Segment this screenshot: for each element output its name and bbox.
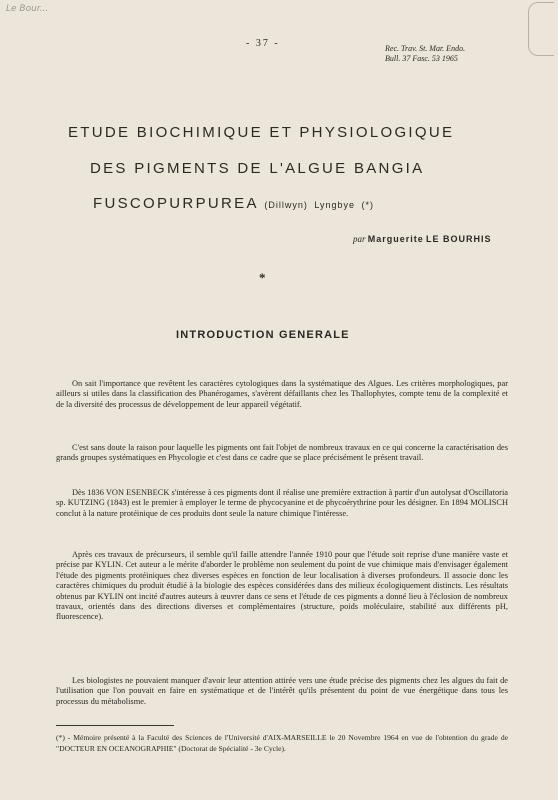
footnote: (*) - Mémoire présenté à la Faculté des Sciences de l'Université d'AIX-MARSEILLE le 20 Novembre 1964 en vue de l'obtention du grade de "DOCTEUR EN OCEANOGRAPHIE" (Doctorat de Spécialité - 3e Cycle). (56, 733, 508, 753)
author-first-name: Marguerite (367, 234, 424, 244)
journal-reference-line1: Rec. Trav. St. Mar. Endo. (385, 44, 466, 53)
title-line-3 (93, 195, 374, 212)
author-last-name: LE BOURHIS (426, 234, 492, 244)
title-line-2: DES PIGMENTS DE L'ALGUE BANGIA (90, 160, 425, 177)
pencil-annotation: Le Bour... (6, 4, 49, 14)
footnote-divider (56, 725, 174, 726)
author-prefix: par (353, 234, 366, 244)
species-authority: (Dillwyn) (264, 200, 308, 210)
paragraph-2: C'est sans doute la raison pour laquelle les pigments ont fait l'objet de nombreux travaux en ce qui concerne la caractérisation des grands groupes systématiques en Phycologie et c'est dans ce cadre que se place précisément le présent travail. (56, 443, 508, 463)
paragraph-5: Les biologistes ne pouvaient manquer d'avoir leur attention attirée vers une étude précise des pigments chez les algues du fait de l'utilisation que l'on pouvait en faire en systématique et de l'intérêt qu'ils présentent du point de vue énergétique dans tous les processus du métabolisme. (56, 676, 508, 706)
library-stamp (528, 2, 554, 56)
page-number: - 37 - (246, 38, 280, 49)
section-heading: INTRODUCTION GENERALE (176, 329, 350, 341)
species-authority-tail: Lyngbye (314, 200, 356, 210)
section-separator: * (259, 270, 266, 285)
footnote-marker: (*) (361, 200, 375, 210)
journal-reference (385, 44, 525, 64)
paragraph-3: Dès 1836 VON ESENBECK s'intéresse à ces pigments dont il réalise une première extraction à partir d'un autolysat d'Oscillatoria sp. KUTZING (1843) est le premier à employer le terme de phycocyanine et de phycoérythrine pour les désigner. En 1894 MOLISCH conclut à la nature protéinique de ces produits dont seule la nature chimique l'intéresse. (56, 488, 508, 518)
author-line (353, 234, 492, 244)
paragraph-1: On sait l'importance que revêtent les caractères cytologiques dans la systématique des Algues. Les critères morphologiques, par ailleurs si utiles dans la classification des Phanérogames, s'avèrent défaillants chez les Thallophytes, compte tenu de la complexité et de la diversité des processus de développement de leur appareil végétatif. (56, 379, 508, 409)
species-name: FUSCOPURPUREA (93, 195, 258, 212)
title-line-1: ETUDE BIOCHIMIQUE ET PHYSIOLOGIQUE (68, 124, 455, 141)
paragraph-4: Après ces travaux de précurseurs, il semble qu'il faille attendre l'année 1910 pour que l'étude soit reprise d'une manière vaste et précise par KYLIN. Cet auteur a le mérite d'aborder le problème non seulement du point de vue chimique mais d'envisager également l'étude des pigments protéiniques chez diverses espèces en fonction de leur localisation à diverses profondeurs. Il associe donc les caractères chimiques du produit étudié à la biologie des espèces considérées dans des milieux écologiquement distincts. Les résultats obtenus par KYLIN ont incité d'autres auteurs à œuvrer dans ce sens et l'étude de ces pigments a donné lieu à l'éclosion de nombreux travaux, orientés dans des directions diverses et complémentaires (structure, poids moléculaire, stabilité aux différents pH, fluorescence). (56, 550, 508, 622)
journal-reference-line2: Bull. 37 Fasc. 53 1965 (385, 54, 458, 63)
